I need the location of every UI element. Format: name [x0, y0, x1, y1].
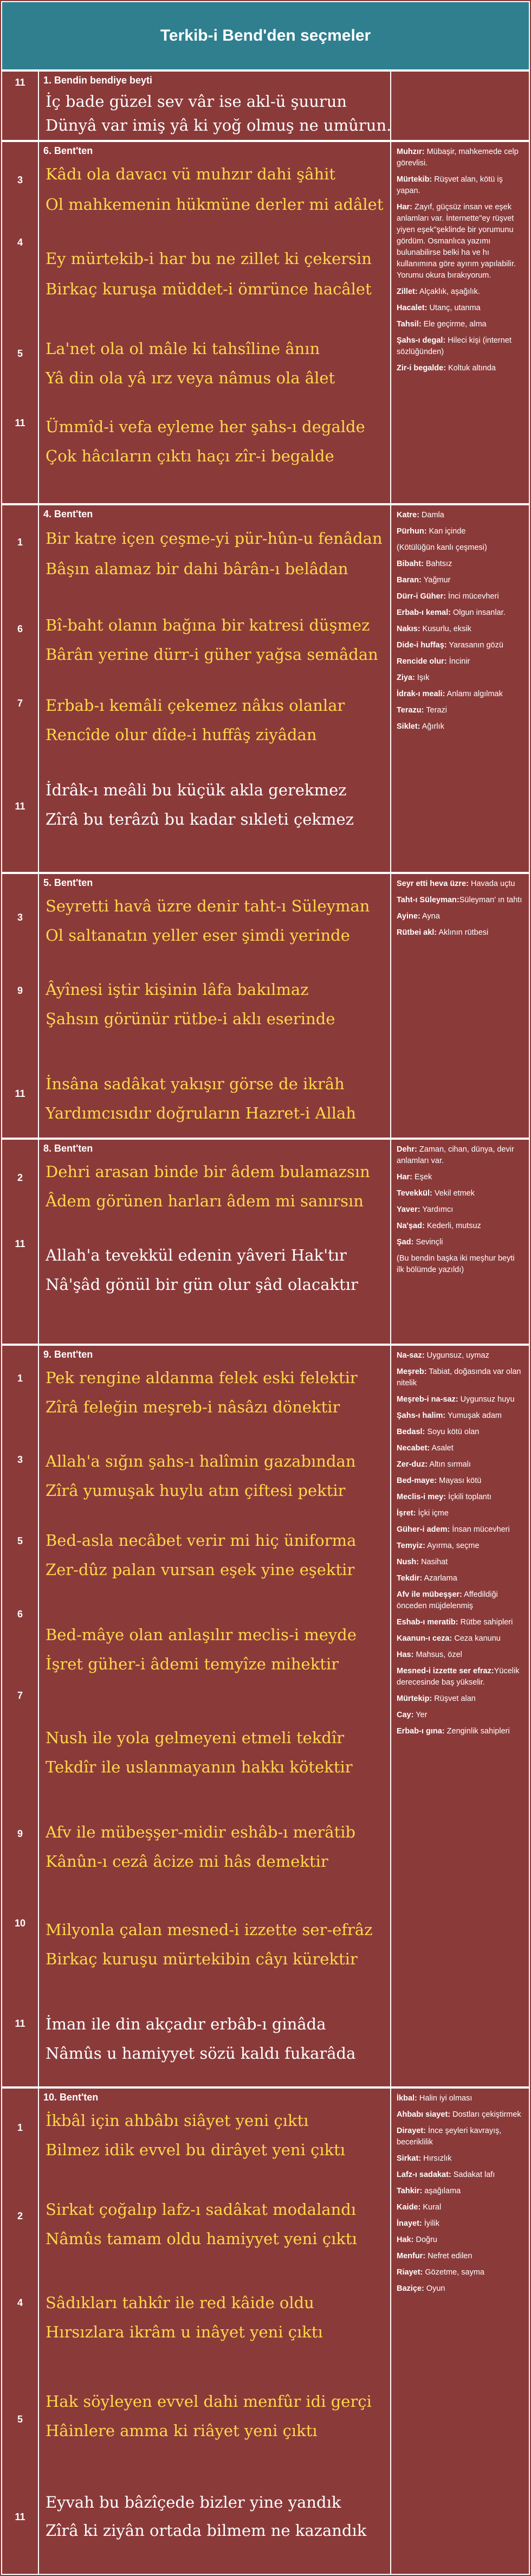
verse-number: 5 — [17, 1536, 23, 1546]
verse-line: Âyînesi iştir kişinin lâfa bakılmaz — [46, 980, 309, 999]
verse-number: 11 — [15, 2511, 25, 2522]
verse-line: Bâşın alamaz bir dahi bârân-ı belâdan — [46, 560, 348, 578]
verse-line: Milyonla çalan mesned-i izzette ser-efrâz — [46, 1920, 373, 1939]
verse-number: 5 — [17, 2414, 23, 2425]
verse-line: Nâ'şâd gönül bir gün olur şâd olacaktır — [46, 1275, 358, 1294]
gloss-entry: Hacalet: Utanç, utanma — [397, 304, 481, 313]
verse-line: Zer-dûz palan vursan eşek yine eşektir — [46, 1560, 355, 1579]
gloss-entry: Baziçe: Oyun — [397, 2284, 445, 2294]
gloss-entry: Har: Zayıf, güçsüz insan ve eşek anlamları var. İnternette"ey rüşvet yiyen eşek"şeklinde bir yorumunu gördüm. Osmanlıca yazımı bulunabilirse belki ha ve hı kullanımına göre ayırım yapılabilir. Yorumu okura bırakıyorum. — [397, 203, 516, 280]
gloss-entry: Şahs-ı halim: Yumuşak adam — [397, 1411, 502, 1421]
verse-line: Nush ile yola gelmeyeni etmeli tekdîr — [46, 1729, 345, 1747]
verse-line: Eyvah bu bâzîçede bizler yine yandık — [46, 2493, 341, 2511]
number-column — [1, 504, 39, 873]
verse-number: 11 — [15, 417, 25, 428]
number-column — [1, 873, 39, 1139]
gloss-entry: Afv ile mübeşşer: Affedildiği önceden müjdelenmiş — [397, 1590, 498, 1611]
gloss-entry: Tekdir: Azarlama — [397, 1574, 457, 1583]
gloss-entry: Hak: Doğru — [397, 2235, 437, 2245]
verse-number: 2 — [17, 2211, 23, 2221]
verse-line: Hırsızlara ikrâm u inâyet yeni çıktı — [46, 2323, 323, 2341]
gloss-cell — [391, 873, 530, 1139]
verse-line: Bed-mâye olan anlaşılır meclis-i meyde — [46, 1626, 357, 1644]
gloss-entry: Har: Eşek — [397, 1173, 432, 1182]
verse-line: Ey mürtekib-i har bu ne zillet ki çekersin — [46, 249, 372, 268]
gloss-entry: Zer-duz: Altın sırmalı — [397, 1460, 471, 1469]
gloss-entry: Lafz-ı sadakat: Sadakat lafı — [397, 2170, 495, 2180]
section-heading: 1. Bendin bendiye beyti — [43, 75, 153, 86]
gloss-entry: Necabet: Asalet — [397, 1444, 454, 1453]
gloss-entry: Taht-ı Süleyman:Süleyman' ın tahtı — [397, 896, 522, 905]
verse-line: Zîrâ yumuşak huylu atın çiftesi pektir — [46, 1481, 346, 1500]
verse-line: Ol mahkemenin hükmüne derler mi adâlet — [46, 195, 384, 214]
gloss-entry: Seyr etti heva üzre: Havada uçtu — [397, 879, 515, 888]
verse-line: Âdem görünen harları âdem mi sanırsın — [46, 1192, 364, 1210]
gloss-entry: (Bu bendin başka iki meşhur beyti ilk bölümde yazıldı) — [397, 1254, 515, 1275]
number-column — [1, 1345, 39, 2087]
verse-number: 4 — [17, 2297, 23, 2308]
section-heading: 5. Bent'ten — [43, 877, 93, 888]
gloss-entry: Nush: Nasihat — [397, 1558, 448, 1567]
verse-line: Bârân yerine dürr-i güher yağsa semâdan — [46, 645, 378, 664]
gloss-entry: Dide-i huffaş: Yarasanın gözü — [397, 641, 503, 650]
verse-line: Allah'a tevekkül edenin yâveri Hak'tır — [46, 1246, 347, 1264]
gloss-entry: Ziya: Işık — [397, 673, 430, 683]
gloss-entry: Şahs-ı degal: Hileci kişi (internet sözlüğünden) — [397, 336, 511, 357]
gloss-entry: Tahkir: aşağılama — [397, 2187, 461, 2196]
verse-line: İkbâl için ahbâbı siâyet yeni çıktı — [46, 2111, 309, 2130]
gloss-entry: İdrak-ı meali: Anlamı algılmak — [397, 690, 503, 699]
verse-line: Birkaç kuruşa müddet-i ömrünce hacâlet — [46, 280, 372, 298]
number-column — [1, 2087, 39, 2575]
gloss-entry: Bibaht: Bahtsız — [397, 560, 452, 569]
gloss-cell — [391, 1345, 530, 2087]
poem-cell — [39, 873, 391, 1139]
verse-line: Sâdıkları tahkîr ile red kâide oldu — [46, 2294, 314, 2312]
verse-line: Kânûn-ı cezâ âcize mi hâs demektir — [46, 1852, 328, 1871]
gloss-entry: Dürr-i Güher: İnci mücevheri — [397, 592, 499, 601]
verse-line: Hak söyleyen evvel dahi menfûr idi gerçi — [46, 2392, 372, 2411]
verse-line: Nâmûs tamam oldu hamiyyet yeni çıktı — [46, 2230, 357, 2248]
verse-line: Yardımcısıdır doğruların Hazret-i Allah — [46, 1104, 356, 1122]
verse-number: 7 — [17, 1690, 23, 1701]
verse-line: Bed-asla necâbet verir mi hiç üniforma — [46, 1531, 357, 1550]
gloss-entry: Temyiz: Ayırma, seçme — [397, 1541, 480, 1551]
verse-number: 1 — [17, 1373, 23, 1384]
verse-line: Bilmez idik evvel bu dirâyet yeni çıktı — [46, 2141, 346, 2159]
gloss-entry: Bedasl: Soyu kötü olan — [397, 1428, 480, 1437]
poem-cell — [39, 1139, 391, 1345]
verse-line: Kâdı ola davacı vü muhzır dahi şâhit — [46, 165, 336, 183]
gloss-entry: Rütbei akl: Aklının rütbesi — [397, 928, 489, 937]
section-heading: 10. Bent'ten — [43, 2092, 99, 2103]
verse-line: Seyretti havâ üzre denir taht-ı Süleyman — [46, 897, 370, 915]
verse-line: Zîrâ bu terâzû bu kadar sıkleti çekmez — [46, 810, 354, 828]
poem-cell — [39, 504, 391, 873]
poem-cell — [39, 70, 391, 141]
gloss-entry: Kaide: Kural — [397, 2203, 442, 2212]
verse-line: Dünyâ var imiş yâ ki yoğ olmuş ne umûrun. — [46, 116, 392, 134]
number-column — [1, 70, 39, 141]
gloss-entry: Muhzır: Mübaşir, mahkemede celp görevlisi. — [397, 147, 519, 168]
section-bend-6 — [1, 141, 530, 504]
gloss-entry: Terazu: Terazi — [397, 706, 447, 715]
section-bend-1 — [1, 70, 530, 141]
gloss-entry: Erbab-ı kemal: Olgun insanlar. — [397, 608, 506, 618]
verse-number: 9 — [17, 985, 23, 996]
gloss-entry: Menfur: Nefret edilen — [397, 2252, 472, 2261]
gloss-cell — [391, 70, 530, 141]
verse-number: 7 — [17, 698, 23, 709]
verse-line: Şahsın görünür rütbe-i aklı eserinde — [46, 1010, 335, 1028]
poem-cell — [39, 1345, 391, 2087]
verse-line: Nâmûs u hamiyyet sözü kaldı fukarâda — [46, 2044, 356, 2063]
section-heading: 8. Bent'ten — [43, 1143, 93, 1154]
verse-number: 11 — [15, 2018, 25, 2029]
gloss-entry: Sirkat: Hırsızlık — [397, 2154, 452, 2163]
gloss-entry: Meşreb-i na-saz: Uygunsuz huyu — [397, 1395, 515, 1404]
verse-line: Tekdîr ile uslanmayanın hakkı kötektir — [46, 1758, 353, 1776]
verse-number: 1 — [17, 2122, 23, 2133]
gloss-entry: Kaanun-ı ceza: Ceza kanunu — [397, 1634, 501, 1643]
section-heading: 6. Bent'ten — [43, 145, 93, 156]
verse-line: Zîrâ ki ziyân ortada bilmem ne kazandık — [46, 2521, 367, 2540]
verse-line: İşret güher-i âdemi temyîze mihektir — [46, 1655, 339, 1673]
verse-line: Allah'a sığın şahs-ı halîmin gazabından — [46, 1452, 356, 1470]
page-title: Terkib-i Bend'den seçmeler — [160, 27, 371, 44]
verse-number: 3 — [17, 175, 23, 185]
gloss-entry: Riayet: Gözetme, sayma — [397, 2268, 484, 2277]
verse-line: Çok hâcıların çıktı haçı zîr-i begalde — [46, 447, 334, 465]
gloss-entry: İkbal: Halin iyi olması — [397, 2094, 472, 2103]
verse-line: Bî-baht olanın bağına bir katresi düşmez — [46, 616, 370, 634]
section-heading: 4. Bent'ten — [43, 509, 93, 519]
gloss-entry: Mürtekib: Rüşvet alan, kötü iş yapan. — [397, 175, 503, 196]
verse-number: 1 — [17, 537, 23, 548]
title-bar — [1, 1, 530, 70]
verse-number: 11 — [15, 1088, 25, 1099]
gloss-entry: Cay: Yer — [397, 1711, 428, 1720]
gloss-entry: Zir-i begalde: Koltuk altında — [397, 364, 496, 373]
verse-line: İnsâna sadâkat yakışır görse de ikrâh — [46, 1075, 345, 1093]
gloss-entry: Meşreb: Tabiat, doğasında var olan nitelik — [397, 1367, 521, 1388]
gloss-entry: Dirayet: İnce şeyleri kavrayış, beceriklilik — [397, 2127, 502, 2147]
gloss-entry: Katre: Damla — [397, 511, 444, 519]
gloss-entry: Tahsil: Ele geçirme, alma — [397, 320, 487, 329]
verse-number: 2 — [17, 1172, 23, 1183]
number-column — [1, 141, 39, 504]
gloss-entry: Baran: Yağmur — [397, 576, 451, 585]
verse-line: La'net ola ol mâle ki tahsîline ânın — [46, 339, 320, 358]
verse-line: Dehri arasan binde bir âdem bulamazsın — [46, 1162, 370, 1181]
gloss-entry: Güher-i adem: İnsan mücevheri — [397, 1525, 510, 1534]
verse-number: 3 — [17, 1454, 23, 1465]
gloss-entry: Yaver: Yardımcı — [397, 1205, 454, 1215]
verse-line: Ümmîd-i vefa eyleme her şahs-ı degalde — [46, 417, 365, 436]
verse-line: İç bade güzel sev vâr ise akl-ü şuurun — [46, 92, 347, 111]
verse-number: 11 — [15, 801, 25, 812]
verse-line: Afv ile mübeşşer-midir eshâb-ı merâtib — [46, 1823, 356, 1841]
gloss-entry: Ahbabı siayet: Dostları çekiştirmek — [397, 2110, 521, 2119]
verse-number: 3 — [17, 912, 23, 923]
verse-number: 11 — [15, 77, 25, 88]
verse-line: Birkaç kuruşu mürtekibin câyı kürektir — [46, 1950, 358, 1968]
verse-number: 4 — [17, 237, 23, 248]
gloss-entry: Erbab-ı gına: Zenginlik sahipleri — [397, 1727, 510, 1736]
gloss-entry: Dehr: Zaman, cihan, dünya, devir anlamları var. — [397, 1145, 514, 1166]
gloss-entry: Siklet: Ağırlık — [397, 722, 444, 731]
verse-number: 9 — [17, 1828, 23, 1839]
verse-number: 6 — [17, 624, 23, 634]
verse-line: Hâinlere amma ki riâyet yeni çıktı — [46, 2421, 318, 2440]
gloss-cell — [391, 2087, 530, 2575]
gloss-entry: Nakıs: Kusurlu, eksik — [397, 625, 471, 634]
section-bend-4 — [1, 504, 530, 873]
gloss-entry: Na'şad: Kederli, mutsuz — [397, 1222, 481, 1231]
section-bend-5 — [1, 873, 530, 1139]
gloss-entry: İşret: İçki içme — [397, 1509, 449, 1518]
verse-line: Zîrâ feleğin meşreb-i nâsâzı dönektir — [46, 1398, 340, 1416]
gloss-entry: Tevekkül: Vekil etmek — [397, 1189, 475, 1198]
gloss-entry: Rencide olur: İncinir — [397, 657, 470, 666]
gloss-entry: Mürtekip: Rüşvet alan — [397, 1694, 476, 1704]
section-bend-10 — [1, 2087, 530, 2575]
poem-cell — [39, 141, 391, 504]
section-heading: 9. Bent'ten — [43, 1349, 93, 1360]
gloss-entry: Şad: Sevinçli — [397, 1238, 443, 1247]
gloss-entry: Meclis-i mey: İçkili toplantı — [397, 1493, 491, 1502]
verse-number: 6 — [17, 1609, 23, 1620]
gloss-cell — [391, 141, 530, 504]
number-column — [1, 1139, 39, 1345]
verse-line: Sirkat çoğalıp lafz-ı sadâkat modalandı — [46, 2200, 357, 2219]
gloss-entry: Na-saz: Uygunsuz, uymaz — [397, 1351, 489, 1360]
verse-line: İdrâk-ı meâli bu küçük akla gerekmez — [46, 781, 347, 799]
gloss-entry: Bed-maye: Mayası kötü — [397, 1476, 482, 1486]
poem-cell — [39, 2087, 391, 2575]
gloss-cell — [391, 504, 530, 873]
verse-line: Yâ din ola yâ ırz veya nâmus ola âlet — [46, 369, 335, 387]
verse-number: 10 — [14, 1918, 26, 1929]
gloss-entry: Eshab-ı meratib: Rütbe sahipleri — [397, 1618, 513, 1627]
verse-line: Erbab-ı kemâli çekemez nâkıs olanlar — [46, 696, 345, 715]
gloss-entry: Ayine: Ayna — [397, 912, 440, 921]
gloss-entry: İnayet: İyilik — [397, 2219, 439, 2228]
gloss-cell — [391, 1139, 530, 1345]
gloss-entry: Zillet: Alçaklık, aşağılık. — [397, 287, 480, 297]
verse-line: Bir katre içen çeşme-yi pür-hûn-u fenâdan — [46, 529, 383, 548]
section-bend-9 — [1, 1345, 530, 2087]
gloss-entry: Pürhun: Kan içinde — [397, 527, 466, 536]
verse-line: Ol saltanatın yeller eser şimdi yerinde — [46, 926, 350, 945]
section-bend-8 — [1, 1139, 530, 1345]
verse-line: İman ile din akçadır erbâb-ı ginâda — [46, 2015, 326, 2033]
gloss-entry: Mesned-i izzette ser efraz:Yücelik derecesinde baş yükselir. — [397, 1667, 520, 1687]
verse-line: Pek rengine aldanma felek eski felektir — [46, 1369, 358, 1387]
verse-line: Rencîde olur dîde-i huffâş ziyâdan — [46, 725, 317, 744]
verse-number: 5 — [17, 348, 23, 359]
gloss-entry: Has: Mahsus, özel — [397, 1650, 462, 1660]
gloss-entry: (Kötülüğün kanlı çeşmesi) — [397, 543, 487, 553]
verse-number: 11 — [15, 1238, 25, 1249]
